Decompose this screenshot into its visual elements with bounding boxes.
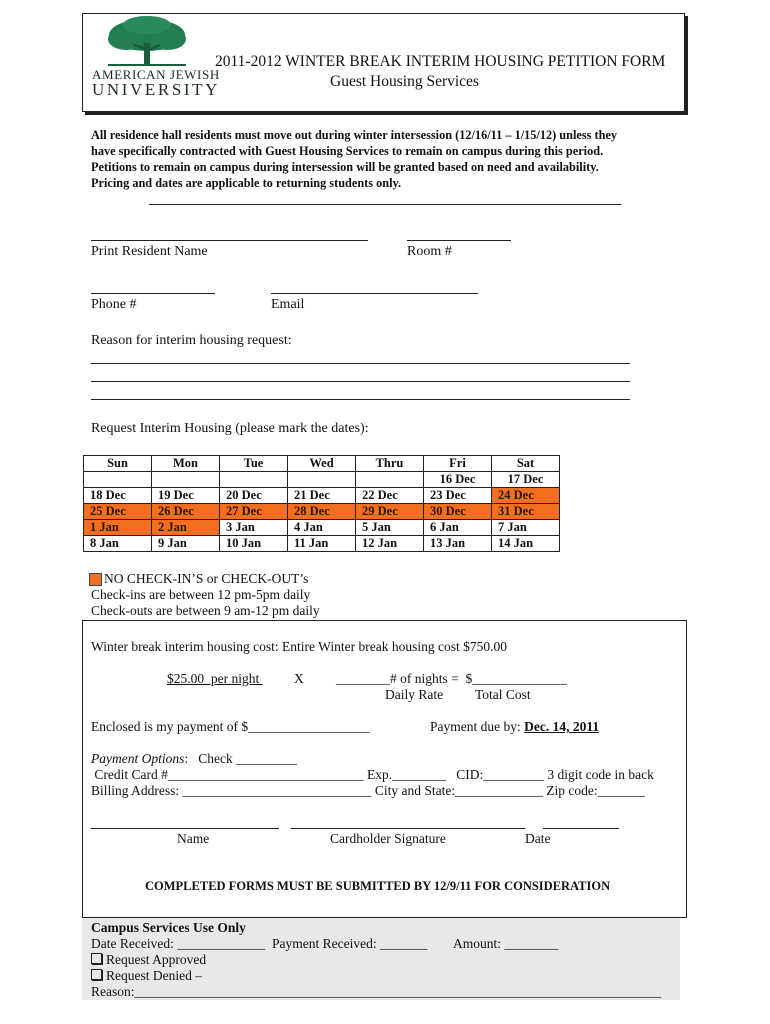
date-cell-blocked[interactable]: 28 Dec	[288, 504, 356, 520]
request-dates-label: Request Interim Housing (please mark the dates):	[91, 421, 369, 436]
amount-field: Amount: ________	[453, 936, 559, 951]
day-header: Thru	[356, 456, 424, 472]
date-cell[interactable]: 8 Jan	[84, 536, 152, 552]
day-header: Fri	[424, 456, 492, 472]
cost-heading: Winter break interim housing cost: Entire Winter break housing cost $750.00	[91, 639, 507, 654]
nights-field[interactable]	[336, 671, 567, 687]
intro-paragraph	[91, 127, 691, 191]
date-cell-blocked[interactable]: 30 Dec	[424, 504, 492, 520]
payment-received-field: Payment Received: _______	[272, 936, 428, 951]
date-cell[interactable]: 20 Dec	[220, 488, 288, 504]
denied-label: Request Denied –	[106, 968, 202, 983]
no-checkin-note: NO CHECK-IN’S or CHECK-OUT’s	[104, 571, 309, 586]
room-label: Room #	[407, 244, 452, 259]
form-title: 2011-2012 WINTER BREAK INTERIM HOUSING PETITION FORM	[215, 53, 666, 70]
reason-field: Reason:______________________________________________________________________________	[91, 984, 661, 999]
date-cell[interactable]: 18 Dec	[84, 488, 152, 504]
name-caption: Name	[177, 831, 210, 846]
date-cell[interactable]: 23 Dec	[424, 488, 492, 504]
day-header: Wed	[288, 456, 356, 472]
date-cell[interactable]	[288, 472, 356, 488]
resident-name-label: Print Resident Name	[91, 244, 208, 259]
form-subtitle: Guest Housing Services	[330, 73, 479, 90]
blocked-legend-swatch	[89, 573, 102, 586]
date-cell-blocked[interactable]: 2 Jan	[152, 520, 220, 536]
intro-line: Petitions to remain on campus during intersession will be granted based on need and availability.	[91, 160, 599, 174]
date-cell[interactable]	[356, 472, 424, 488]
total-field: $______________	[465, 671, 567, 686]
resident-name-line[interactable]	[91, 240, 368, 241]
date-cell[interactable]: 4 Jan	[288, 520, 356, 536]
date-signature-line[interactable]	[543, 828, 619, 829]
date-received-field: Date Received: _____________	[91, 936, 265, 951]
nights-label: ________# of nights	[336, 671, 448, 686]
date-cell[interactable]: 10 Jan	[220, 536, 288, 552]
total-cost-label: Total Cost	[475, 687, 531, 702]
date-cell[interactable]: 13 Jan	[424, 536, 492, 552]
date-cell[interactable]: 14 Jan	[492, 536, 560, 552]
submission-deadline: COMPLETED FORMS MUST BE SUBMITTED BY 12/9/11 FOR CONSIDERATION	[145, 879, 611, 893]
email-label: Email	[271, 297, 305, 312]
date-cell[interactable]: 17 Dec	[492, 472, 560, 488]
cardholder-signature-line[interactable]	[291, 828, 525, 829]
day-header: Tue	[220, 456, 288, 472]
date-cell-blocked[interactable]: 25 Dec	[84, 504, 152, 520]
email-line[interactable]	[271, 293, 478, 294]
date-cell-blocked[interactable]: 31 Dec	[492, 504, 560, 520]
payment-due-label: Payment due by:	[430, 719, 525, 734]
reason-line[interactable]	[91, 363, 630, 364]
payment-due-date: Dec. 14, 2011	[524, 719, 600, 734]
approved-row[interactable]	[91, 952, 206, 968]
date-cell[interactable]	[152, 472, 220, 488]
intro-line: Pricing and dates are applicable to returning students only.	[91, 176, 402, 190]
tree-logo-icon	[104, 15, 190, 67]
day-header: Sun	[84, 456, 152, 472]
date-cell[interactable]	[84, 472, 152, 488]
approved-label: Request Approved	[106, 952, 207, 967]
payment-options-label: Payment Options	[91, 751, 185, 766]
daily-rate-label: Daily Rate	[385, 687, 444, 702]
date-cell[interactable]: 22 Dec	[356, 488, 424, 504]
date-cell-blocked[interactable]: 24 Dec	[492, 488, 560, 504]
check-field: : Check _________	[184, 751, 297, 766]
office-use-title: Campus Services Use Only	[91, 920, 246, 935]
divider	[149, 204, 621, 205]
reason-line[interactable]	[91, 399, 630, 400]
phone-label: Phone #	[91, 297, 137, 312]
date-cell[interactable]: 7 Jan	[492, 520, 560, 536]
intro-line: have specifically contracted with Guest Housing Services to remain on campus during this period.	[91, 144, 604, 158]
date-cell-blocked[interactable]: 27 Dec	[220, 504, 288, 520]
date-cell[interactable]: 21 Dec	[288, 488, 356, 504]
name-signature-line[interactable]	[91, 828, 279, 829]
checkbox-icon[interactable]	[91, 969, 102, 980]
room-line[interactable]	[407, 240, 511, 241]
date-cell[interactable]: 3 Jan	[220, 520, 288, 536]
denied-row[interactable]	[91, 968, 202, 984]
date-cell[interactable]: 9 Jan	[152, 536, 220, 552]
logo-line1: AMERICAN JEWISH	[92, 67, 220, 82]
date-calendar	[83, 455, 560, 552]
day-header: Mon	[152, 456, 220, 472]
date-cell-blocked[interactable]: 1 Jan	[84, 520, 152, 536]
date-caption: Date	[525, 831, 551, 846]
date-cell[interactable]: 19 Dec	[152, 488, 220, 504]
billing-address-field[interactable]: Billing Address: ____________________________ City and State:_____________ Zip code:_______	[91, 783, 645, 798]
payment-enclosed-field[interactable]: Enclosed is my payment of $__________________	[91, 719, 370, 734]
date-cell[interactable]: 5 Jan	[356, 520, 424, 536]
date-cell[interactable]: 11 Jan	[288, 536, 356, 552]
checkout-hours: Check-outs are between 9 am-12 pm daily	[91, 603, 320, 618]
reason-line[interactable]	[91, 381, 630, 382]
logo-line2: UNIVERSITY	[92, 80, 220, 99]
day-header: Sat	[492, 456, 560, 472]
date-cell[interactable]: 6 Jan	[424, 520, 492, 536]
date-cell[interactable]: 12 Jan	[356, 536, 424, 552]
checkin-hours: Check-ins are between 12 pm-5pm daily	[91, 587, 311, 602]
reason-label: Reason for interim housing request:	[91, 333, 292, 348]
equals-sign: =	[447, 671, 466, 686]
payment-due	[430, 719, 599, 735]
date-cell-blocked[interactable]: 26 Dec	[152, 504, 220, 520]
signature-caption: Cardholder Signature	[330, 831, 446, 846]
nightly-rate: $25.00 per night	[167, 671, 263, 686]
intro-line: All residence hall residents must move out during winter intersession (12/16/11 – 1/15/12) unless they	[91, 128, 618, 142]
credit-card-field[interactable]: Credit Card #_____________________________ Exp.________ CID:_________ 3 digit code in back	[91, 767, 654, 782]
phone-line[interactable]	[91, 293, 215, 294]
date-cell-blocked[interactable]: 29 Dec	[356, 504, 424, 520]
checkbox-icon[interactable]	[91, 953, 102, 964]
date-cell[interactable]: 16 Dec	[424, 472, 492, 488]
times-sign: X	[294, 671, 304, 686]
payment-options[interactable]	[91, 751, 297, 767]
date-cell[interactable]	[220, 472, 288, 488]
